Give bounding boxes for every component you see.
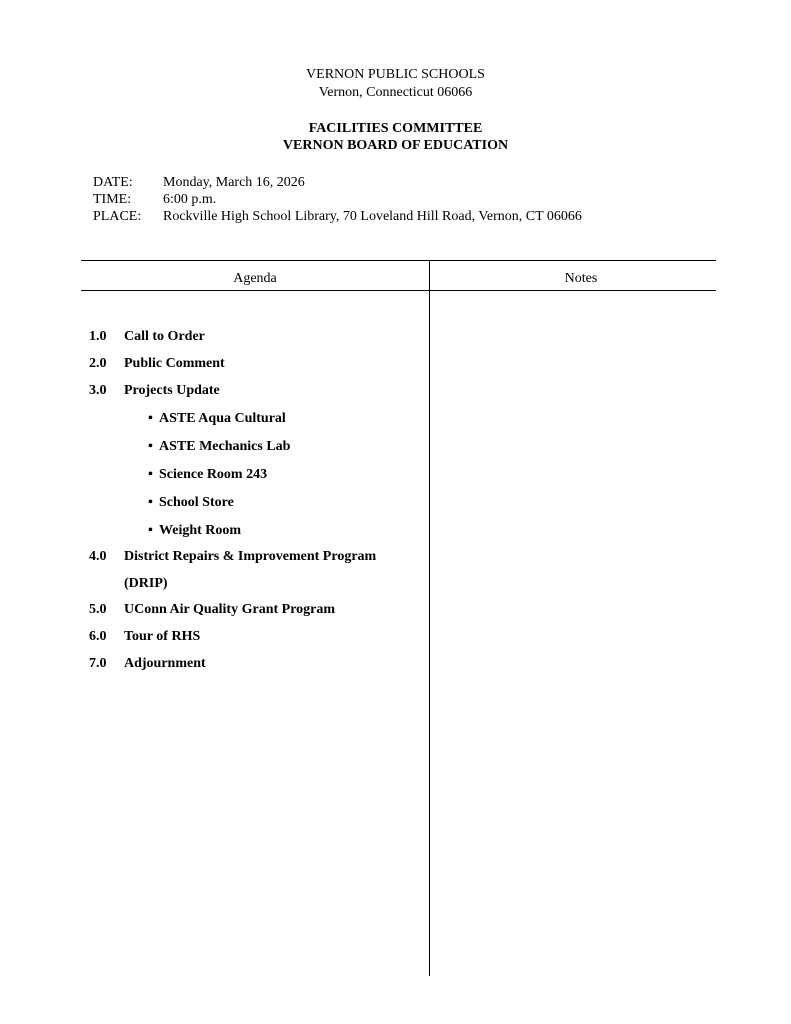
agenda-item-title: Call to Order <box>124 329 205 344</box>
subitem-weight-room <box>148 522 241 540</box>
agenda-item-title: Adjournment <box>124 656 206 671</box>
table-header-rule <box>81 290 716 291</box>
subitem-science-room <box>148 466 267 484</box>
agenda-item-title: District Repairs & Improvement Program <box>124 549 377 564</box>
district-address: Vernon, Connecticut 06066 <box>318 85 473 100</box>
bullet-icon: • <box>148 467 153 482</box>
bullet-icon: • <box>148 495 153 510</box>
agenda-item-6 <box>89 628 200 646</box>
agenda-item-4-continuation: (DRIP) <box>124 576 168 591</box>
board-title: VERNON BOARD OF EDUCATION <box>282 138 509 153</box>
district-name: VERNON PUBLIC SCHOOLS <box>306 67 485 82</box>
subitem-school-store <box>148 494 234 512</box>
agenda-item-7 <box>89 655 206 673</box>
bullet-icon: • <box>148 439 153 454</box>
meeting-place <box>93 208 582 225</box>
agenda-item-number: 7.0 <box>89 656 107 671</box>
place-label: PLACE: <box>93 209 142 224</box>
table-top-rule <box>81 260 716 261</box>
committee-title: FACILITIES COMMITTEE <box>308 121 483 136</box>
notes-column-header: Notes <box>564 271 598 286</box>
meeting-time <box>93 191 216 208</box>
subitem-label: Science Room 243 <box>159 467 268 482</box>
agenda-item-title: UConn Air Quality Grant Program <box>124 602 336 617</box>
subitem-label: School Store <box>159 495 234 510</box>
date-label: DATE: <box>93 175 133 190</box>
agenda-item-1 <box>89 328 205 346</box>
meeting-date <box>93 174 305 191</box>
subitem-aqua-cultural <box>148 410 286 428</box>
column-divider <box>429 261 430 976</box>
subitem-label: Weight Room <box>159 523 242 538</box>
bullet-icon: • <box>148 411 153 426</box>
agenda-item-title: Public Comment <box>124 356 225 371</box>
subitem-label: ASTE Mechanics Lab <box>159 439 291 454</box>
agenda-item-title: Projects Update <box>124 383 220 398</box>
agenda-item-number: 1.0 <box>89 329 107 344</box>
agenda-item-number: 5.0 <box>89 602 107 617</box>
agenda-item-4 <box>89 548 376 566</box>
date-value: Monday, March 16, 2026 <box>163 175 305 190</box>
agenda-item-5 <box>89 601 335 619</box>
agenda-item-number: 3.0 <box>89 383 107 398</box>
agenda-item-3 <box>89 382 220 400</box>
place-value: Rockville High School Library, 70 Loveland Hill Road, Vernon, CT 06066 <box>163 209 582 224</box>
agenda-item-2 <box>89 355 225 373</box>
bullet-icon: • <box>148 523 153 538</box>
time-label: TIME: <box>93 192 132 207</box>
agenda-column-header: Agenda <box>233 271 277 286</box>
subitem-label: ASTE Aqua Cultural <box>159 411 286 426</box>
subitem-mechanics-lab <box>148 438 290 456</box>
agenda-item-number: 2.0 <box>89 356 107 371</box>
agenda-item-number: 6.0 <box>89 629 107 644</box>
agenda-item-number: 4.0 <box>89 549 107 564</box>
time-value: 6:00 p.m. <box>163 192 217 207</box>
agenda-item-title: Tour of RHS <box>124 629 201 644</box>
